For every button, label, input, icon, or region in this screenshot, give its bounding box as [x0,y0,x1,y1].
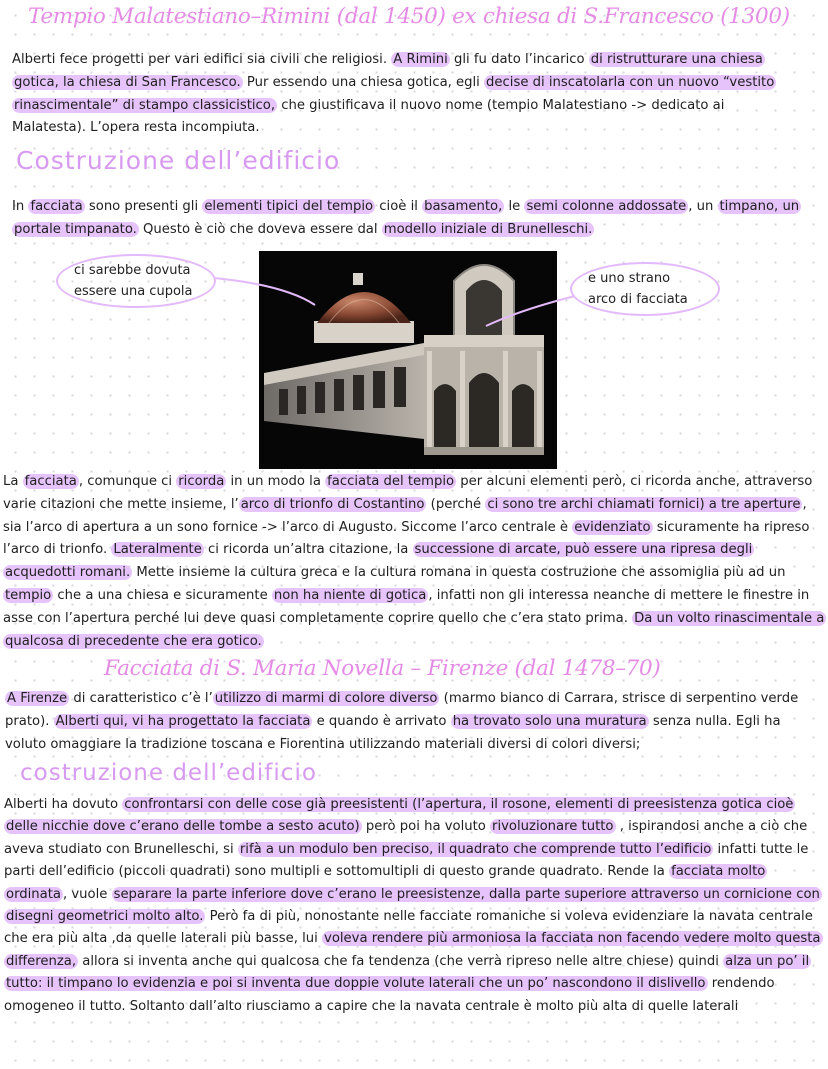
highlighted-text: Da un volto rinascimentale a qualcosa di precedente che era gotico. [5,610,825,649]
facade-paragraph [12,196,802,242]
body-text: in un modo la [226,474,326,489]
body-text: Mette insieme la cultura greca e la cultura romana in questa costruzione che assomiglia più ad un [132,565,786,581]
body-text: , un [688,199,718,214]
body-text: , comunque ci [78,474,177,489]
highlighted-text: successione di arcate, può essere una ripresa degli acquedotti romani. [5,542,753,581]
highlighted-text: alza un po’ il tutto: il timpano lo evidenzia e poi si inventa due doppie volute laterali che un po’ nascondono il dislivello [6,953,810,992]
body-text: Pur essendo una chiesa gotica, egli [242,74,485,90]
temple-model-render-icon [259,251,557,469]
body-text: e quando è arrivato [312,713,451,729]
highlighted-text: facciata [24,474,77,489]
highlighted-text: separare la parte inferiore dove c’erano le preesistenze, dalla parte superiore attraverso un cornicione con disegni geometrici molto alto. [6,886,820,925]
highlighted-text: facciata molto ordinata [6,864,766,902]
body-text: sicuramente ha ripreso l’arco di trionfo. [3,519,810,558]
body-text: Però fa di più, nonostante nelle facciate romaniche si voleva evidenziare la navata centrale che era più alta ,da quelle laterali più basse, lui [4,909,813,947]
body-text: Questo è ciò che doveva essere dal [138,221,382,237]
highlighted-text: modello iniziale di Brunelleschi. [383,221,593,237]
highlighted-text: decise di inscatolarla con un nuovo “vestito rinascimentale” di stampo classicistico, [14,74,775,113]
highlighted-text: evidenziato [574,519,651,535]
body-text: infatti tutte le parti dell’edificio (piccoli quadrati) sono multipli e sottomultipli di questo grande quadrato. Rende la [4,841,809,880]
callout-cupola [56,254,216,308]
heading-costruzione-edificio: Costruzione dell’edificio [16,146,341,175]
highlighted-text: semi colonne addossate [526,199,687,214]
body-text: Alberti fece progetti per vari edifici sia civili che religiosi. [12,52,392,67]
body-text: le [504,199,525,214]
highlighted-text: A Firenze [7,691,68,706]
highlighted-text: facciata [30,199,83,214]
callout-cupola-text: ci sarebbe dovuta essere una cupola [74,263,193,299]
highlighted-text: di ristrutturare una chiesa gotica, la chiesa di San Francesco. [14,52,763,90]
highlighted-text: ci sono tre archi chiamati fornici) a tre aperture [487,496,801,512]
body-text: , vuole [62,886,112,902]
body-text: cioè il [375,199,423,214]
title-tempio-malatestiano: Tempio Malatestiano–Rimini (dal 1450) ex chiesa di S.Francesco (1300) [28,4,790,29]
highlighted-text: ricorda [178,474,225,489]
body-text: La [3,474,23,489]
body-text: senza nulla. Egli ha voluto omaggiare la tradizione toscana e Fiorentina utilizzando materiali diversi di colori diversi; [5,713,781,752]
highlighted-text: utilizzo di marmi di colore diverso [214,691,438,706]
body-text: allora si inventa anche qui qualcosa che fa tendenza (che verrà ripreso nelle altre chiese) quindi [78,953,724,969]
highlighted-text: basamento, [424,199,503,214]
body-text: però poi ha voluto [361,819,491,835]
body-text: In [12,199,29,214]
body-text: , sia l’arco di apertura a un sono fornice -> l’arco di Augusto. Siccome l’arco centrale è [3,496,807,535]
callout-arco-facciata [570,262,720,316]
highlighted-text: tempio [5,587,52,603]
highlighted-text: elementi tipici del tempio [204,199,374,214]
highlighted-text: rivoluzionare tutto [492,819,614,835]
body-text: che a una chiesa e sicuramente [53,587,272,603]
body-text: , infatti non gli interessa neanche di mettere le finestre in asse con l’apertura perché lui deve quasi completamente coprire quello che c’era stato prima. [3,587,810,626]
body-text: sono presenti gli [84,199,203,214]
body-text: (perché [426,496,486,512]
intro-paragraph [12,49,802,140]
temple-model-image [259,251,557,469]
main-facade-paragraph [3,471,825,653]
highlighted-text: ha trovato solo una muratura [452,713,647,729]
highlighted-text: facciata del tempio [327,474,455,489]
body-text: per alcuni elementi però, ci ricorda anche, attraverso varie citazioni che mette insieme, l’ [3,474,813,512]
body-text: rendendo omogeneo il tutto. Soltanto dall’alto riusciamo a capire che la navata centrale è molto più alta di quelle laterali [4,976,775,1014]
callout-arco-text: e uno strano arco di facciata [588,271,688,307]
body-text: ci ricorda un’altra citazione, la [203,542,413,558]
body-text: di caratteristico c’è l’ [69,691,213,706]
florence-paragraph [5,688,820,756]
body-text: Alberti ha dovuto [4,797,123,812]
highlighted-text: arco di trionfo di Costantino [240,496,425,512]
highlighted-text: Lateralmente [113,542,202,558]
heading-costruzione-edificio-2: costruzione dell’edificio [20,760,317,786]
highlighted-text: non ha niente di gotica [273,587,427,603]
body-text: che giustificava il nuovo nome (tempio Malatestiano -> dedicato ai Malatesta). L’opera resta incompiuta. [12,97,725,136]
body-text: , ispirandosi anche a ciò che aveva studiato con Brunelleschi, si [4,819,808,857]
body-text: (marmo bianco di Carrara, strisce di serpentino verde prato). [5,691,799,729]
highlighted-text: confrontarsi con delle cose già preesistenti (l’apertura, il rosone, elementi di preesistenza gotica cioè delle nicchie dove c’erano delle tombe a sesto acuto) [6,797,794,835]
highlighted-text: A Rimini [393,52,448,67]
highlighted-text: voleva rendere più armoniosa la facciata non facendo vedere molto questa differenza, [6,931,821,969]
highlighted-text: Alberti qui, vi ha progettato la facciata [55,713,311,729]
body-text: gli fu dato l’incarico [449,52,589,67]
santa-maria-construction-paragraph [4,794,822,1018]
highlighted-text: rifà a un modulo ben preciso, il quadrato che comprende tutto l’edificio [239,841,712,857]
highlighted-text: timpano, un portale timpanato. [14,199,800,237]
title-santa-maria-novella: Facciata di S. Maria Novella – Firenze (dal 1478–70) [104,656,661,681]
